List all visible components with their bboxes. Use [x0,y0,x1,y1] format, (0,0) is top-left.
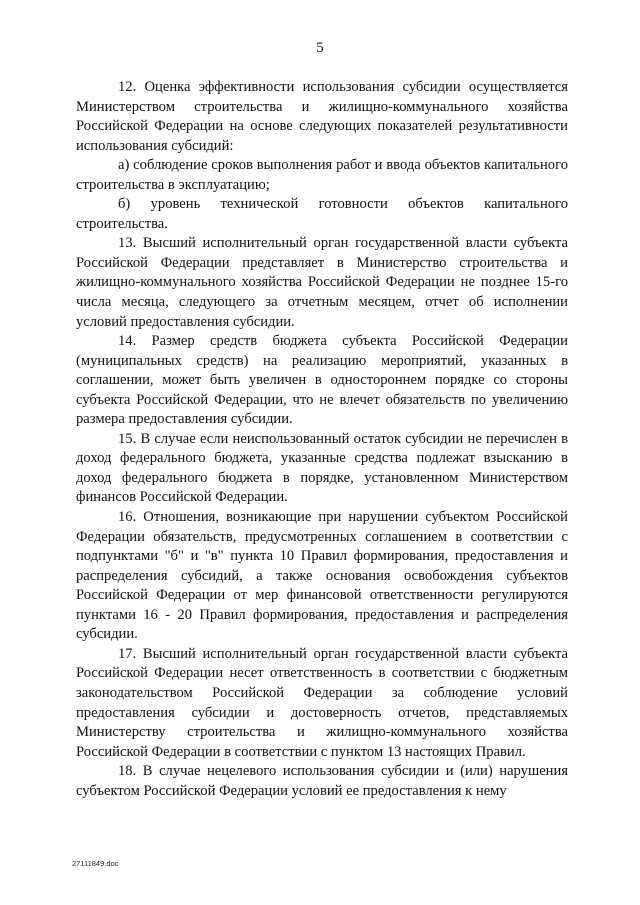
document-body [76,78,568,801]
page-number: 5 [316,40,324,56]
paragraph-17: 17. Высший исполнительный орган государственной власти субъекта Российской Федерации несет ответственность в соответствии с бюджетным законодательством Российской Федерации за соблюдение условий предоставления субсидии и достоверность отчетов, представляемых Министерству строительства и жилищно-коммунального хозяйства Российской Федерации в соответствии с пунктом 13 настоящих Правил. [76,645,568,760]
paragraph-12-a: а) соблюдение сроков выполнения работ и ввода объектов капитального строительства в эксплуатацию; [76,157,568,193]
paragraph-15: 15. В случае если неиспользованный остаток субсидии не перечислен в доход федерального бюджета, указанные средства подлежат взысканию в доход федерального бюджета в порядке, установленном Министерством финансов Российской Федерации. [76,430,568,506]
paragraph-12: 12. Оценка эффективности использования субсидии осуществляется Министерством строительства и жилищно-коммунального хозяйства Российской Федерации на основе следующих показателей результативности использования субсидий: [76,79,568,154]
paragraph-14: 14. Размер средств бюджета субъекта Российской Федерации (муниципальных средств) на реализацию мероприятий, указанных в соглашении, может быть увеличен в одностороннем порядке со стороны субъекта Российской Федерации, что не влечет обязательств по увеличению размера предоставления субсидии. [76,333,568,428]
paragraph-12-b: б) уровень технической готовности объектов капитального строительства. [76,196,568,232]
paragraph-16: 16. Отношения, возникающие при нарушении субъектом Российской Федерации обязательств, предусмотренных соглашением в соответствии с подпунктами "б" и "в" пункта 10 Правил формирования, предоставления и распределения субсидий, а также основания освобождения субъектов Российской Федерации от мер финансовой ответственности регулируются пунктами 16 - 20 Правил формирования, предоставления и распределения субсидии. [76,509,568,643]
footer-filename: 27111849.doc [72,859,119,868]
paragraph-18: 18. В случае нецелевого использования субсидии и (или) нарушения субъектом Российской Федерации условий ее предоставления к нему [76,763,568,799]
paragraph-13: 13. Высший исполнительный орган государственной власти субъекта Российской Федерации представляет в Министерство строительства и жилищно-коммунального хозяйства Российской Федерации не позднее 15-го числа месяца, следующего за отчетным месяцем, отчет об исполнении условий предоставления субсидии. [76,235,568,330]
